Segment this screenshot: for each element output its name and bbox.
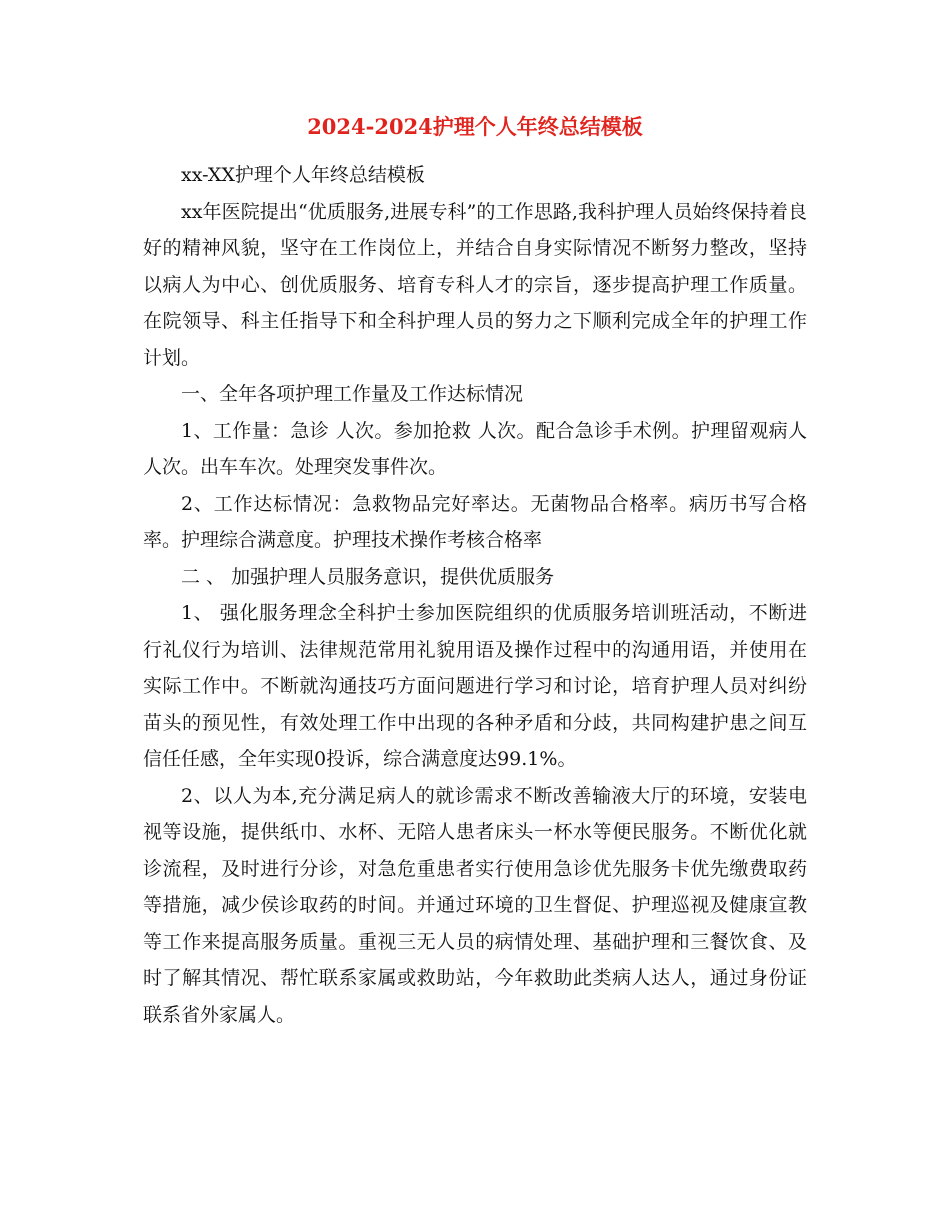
patient-centered-paragraph: 2、以人为本,充分满足病人的就诊需求不断改善输液大厅的环境，安装电视等设施，提供纸巾、水杯、无陪人患者床头一杯水等便民服务。不断优化就诊流程，及时进行分诊，对急危重患者实行使用急诊优先服务卡优先缴费取药等措施，减少侯诊取药的时间。并通过环境的卫生督促、护理巡视及健康宣教等工作来提高服务质量。重视三无人员的病情处理、基础护理和三餐饮食、及时了解其情况、帮忙联系家属或救助站，今年救助此类病人达人，通过身份证联系省外家属人。 xyxy=(143,784,807,1026)
standards-paragraph: 2、工作达标情况：急救物品完好率达。无菌物品合格率。病历书写合格率。护理综合满意度。护理技术操作考核合格率 xyxy=(143,492,807,551)
workload-paragraph: 1、工作量：急诊 人次。参加抢救 人次。配合急诊手术例。护理留观病人人次。出车车次。处理突发事件次。 xyxy=(143,419,807,478)
section-heading-2: 二 、 加强护理人员服务意识，提供优质服务 xyxy=(181,565,555,588)
document-body xyxy=(143,157,807,1033)
intro-paragraph: xx年医院提出“优质服务,进展专科”的工作思路,我科护理人员始终保持着良好的精神风貌，坚守在工作岗位上，并结合自身实际情况不断努力整改，坚持以病人为中心、创优质服务、培育专科人才的宗旨，逐步提高护理工作质量。在院领导、科主任指导下和全科护理人员的努力之下顺利完成全年的护理工作计划。 xyxy=(143,200,807,369)
section-heading-1: 一、全年各项护理工作量及工作达标情况 xyxy=(181,383,524,405)
document-title: 2024-2024护理个人年终总结模板 xyxy=(307,114,643,139)
service-concept-paragraph: 1、 强化服务理念全科护士参加医院组织的优质服务培训班活动，不断进行礼仪行为培训、法律规范常用礼貌用语及操作过程中的沟通用语，并使用在实际工作中。不断就沟通技巧方面问题进行学习和讨论，培育护理人员对纠纷苗头的预见性，有效处理工作中出现的各种矛盾和分歧，共同构建护患之间互信任任感，全年实现0投诉，综合满意度达99.1%。 xyxy=(143,602,807,770)
subtitle-paragraph: xx-XX护理个人年终总结模板 xyxy=(181,164,425,186)
